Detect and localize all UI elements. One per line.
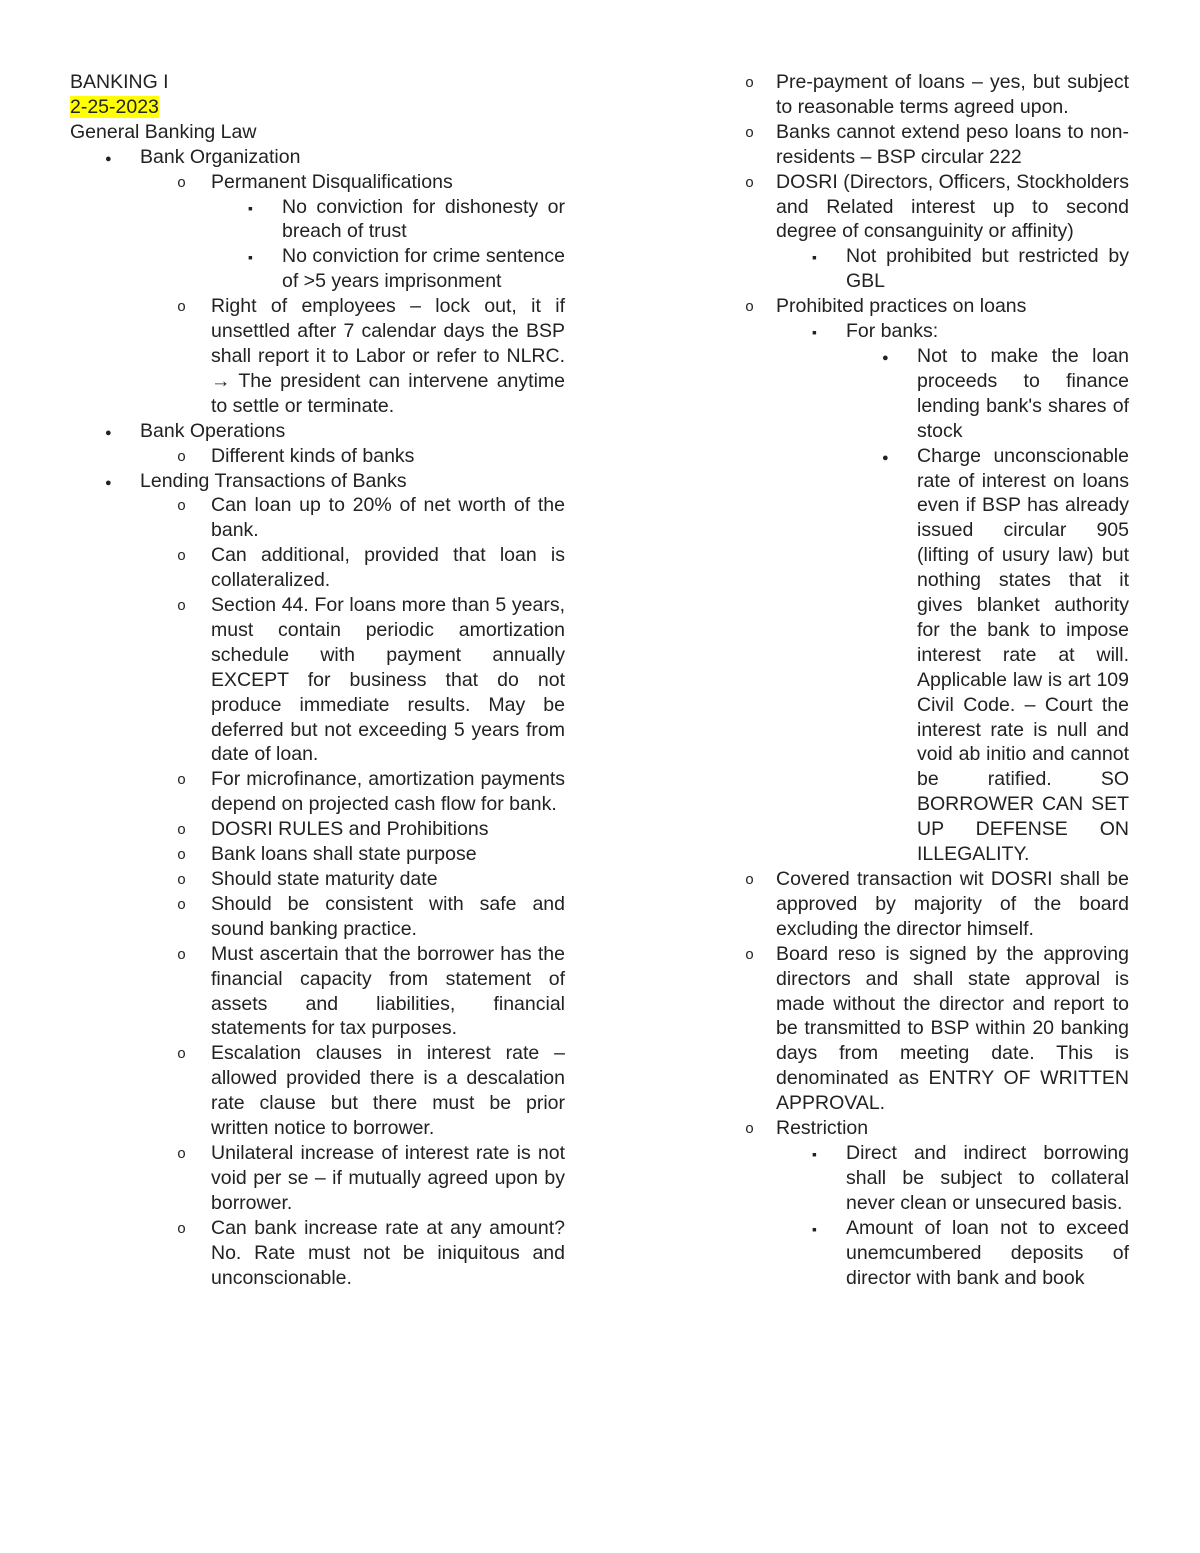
circle-bullet-icon [745, 120, 754, 147]
list-item: o Different kinds of banks [70, 444, 565, 469]
list-item: ● Bank Operations [70, 419, 565, 444]
list-item: ▪ Not prohibited but restricted by GBL [745, 244, 1129, 294]
circle-bullet-icon [177, 817, 186, 844]
outline-list-continued [745, 70, 1129, 1290]
list-item: o Permanent Disqualifications [70, 170, 565, 195]
document-title: BANKING I [70, 71, 169, 93]
date-highlight: 2-25-2023 [70, 95, 159, 118]
circle-bullet-icon [745, 942, 754, 969]
list-item: o Prohibited practices on loans [745, 294, 1129, 319]
square-bullet-icon [812, 244, 817, 271]
list-item: ● Charge unconscionable rate of interest on loans even if BSP has already issued circular 905 (lifting of usury law) but nothing states that it gives blanket authority for the bank to impose interest rate at will. Applicable law is art 109 Civil Code. – Court the interest rate is null and void ab initio and cannot be ratified. SO BORROWER CAN SET UP DEFENSE ON ILLEGALITY. [745, 444, 1129, 867]
list-item: o Unilateral increase of interest rate is not void per se – if mutually agreed upon by borrower. [70, 1141, 565, 1216]
circle-bullet-icon [177, 942, 186, 969]
list-item: o Should state maturity date [70, 867, 565, 892]
circle-bullet-icon [745, 70, 754, 97]
circle-bullet-icon [177, 842, 186, 869]
list-item: o Restriction [745, 1116, 1129, 1141]
list-item: o For microfinance, amortization payments depend on projected cash flow for bank. [70, 767, 565, 817]
circle-bullet-icon [177, 493, 186, 520]
list-item: o DOSRI RULES and Prohibitions [70, 817, 565, 842]
circle-bullet-icon [177, 1141, 186, 1168]
list-item: o Right of employees – lock out, it if unsettled after 7 calendar days the BSP shall report it to Labor or refer to NLRC. → The president can intervene anytime to settle or terminate. [70, 294, 565, 419]
list-item: o Banks cannot extend peso loans to non-residents – BSP circular 222 [745, 120, 1129, 170]
bullet-icon [105, 469, 112, 496]
list-item: o Section 44. For loans more than 5 years, must contain periodic amortization schedule with payment annually EXCEPT for business that do not produce immediate results. May be deferred but not exceeding 5 years from date of loan. [70, 593, 565, 767]
bullet-icon [105, 145, 112, 172]
list-item: o Covered transaction wit DOSRI shall be approved by majority of the board excluding the director himself. [745, 867, 1129, 942]
list-item: ▪ Amount of loan not to exceed unemcumbered deposits of director with bank and book [745, 1216, 1129, 1291]
list-item: ● Not to make the loan proceeds to finance lending bank's shares of stock [745, 344, 1129, 444]
circle-bullet-icon [745, 294, 754, 321]
list-item: ▪ For banks: [745, 319, 1129, 344]
circle-bullet-icon [177, 593, 186, 620]
outline-list [70, 145, 565, 1291]
square-bullet-icon [812, 319, 817, 346]
left-column [70, 70, 565, 1290]
bullet-icon [882, 344, 889, 371]
circle-bullet-icon [177, 1216, 186, 1243]
right-column [745, 70, 1129, 1290]
square-bullet-icon [812, 1141, 817, 1168]
bullet-icon [882, 444, 889, 471]
list-item: o Should be consistent with safe and sound banking practice. [70, 892, 565, 942]
circle-bullet-icon [177, 892, 186, 919]
list-item: ▪ Direct and indirect borrowing shall be subject to collateral never clean or unsecured basis. [745, 1141, 1129, 1216]
circle-bullet-icon [177, 543, 186, 570]
list-item: ● Lending Transactions of Banks [70, 469, 565, 494]
list-item: o Escalation clauses in interest rate – allowed provided there is a descalation rate clause but there must be prior written notice to borrower. [70, 1041, 565, 1141]
circle-bullet-icon [745, 1116, 754, 1143]
list-item: ▪ No conviction for dishonesty or breach of trust [70, 195, 565, 245]
list-item: o Can loan up to 20% of net worth of the bank. [70, 493, 565, 543]
list-item: o Can bank increase rate at any amount? No. Rate must not be iniquitous and unconscionable. [70, 1216, 565, 1291]
list-item: ● Bank Organization [70, 145, 565, 170]
circle-bullet-icon [177, 1041, 186, 1068]
circle-bullet-icon [177, 170, 186, 197]
list-item: o Can additional, provided that loan is collateralized. [70, 543, 565, 593]
list-item: o DOSRI (Directors, Officers, Stockholders and Related interest up to second degree of consanguinity or affinity) [745, 170, 1129, 245]
circle-bullet-icon [177, 767, 186, 794]
subtitle: General Banking Law [70, 120, 257, 143]
list-item: o Bank loans shall state purpose [70, 842, 565, 867]
circle-bullet-icon [177, 444, 186, 471]
list-item: o Must ascertain that the borrower has the financial capacity from statement of assets and liabilities, financial statements for tax purposes. [70, 942, 565, 1042]
list-item: ▪ No conviction for crime sentence of >5 years imprisonment [70, 244, 565, 294]
square-bullet-icon [248, 244, 253, 271]
list-item: o Pre-payment of loans – yes, but subject to reasonable terms agreed upon. [745, 70, 1129, 120]
circle-bullet-icon [745, 867, 754, 894]
circle-bullet-icon [177, 294, 186, 321]
circle-bullet-icon [177, 867, 186, 894]
square-bullet-icon [248, 195, 253, 222]
bullet-icon [105, 419, 112, 446]
circle-bullet-icon [745, 170, 754, 197]
list-item: o Board reso is signed by the approving directors and shall state approval is made without the director and report to be transmitted to BSP within 20 banking days from meeting date. This is denominated as ENTRY OF WRITTEN APPROVAL. [745, 942, 1129, 1116]
square-bullet-icon [812, 1216, 817, 1243]
